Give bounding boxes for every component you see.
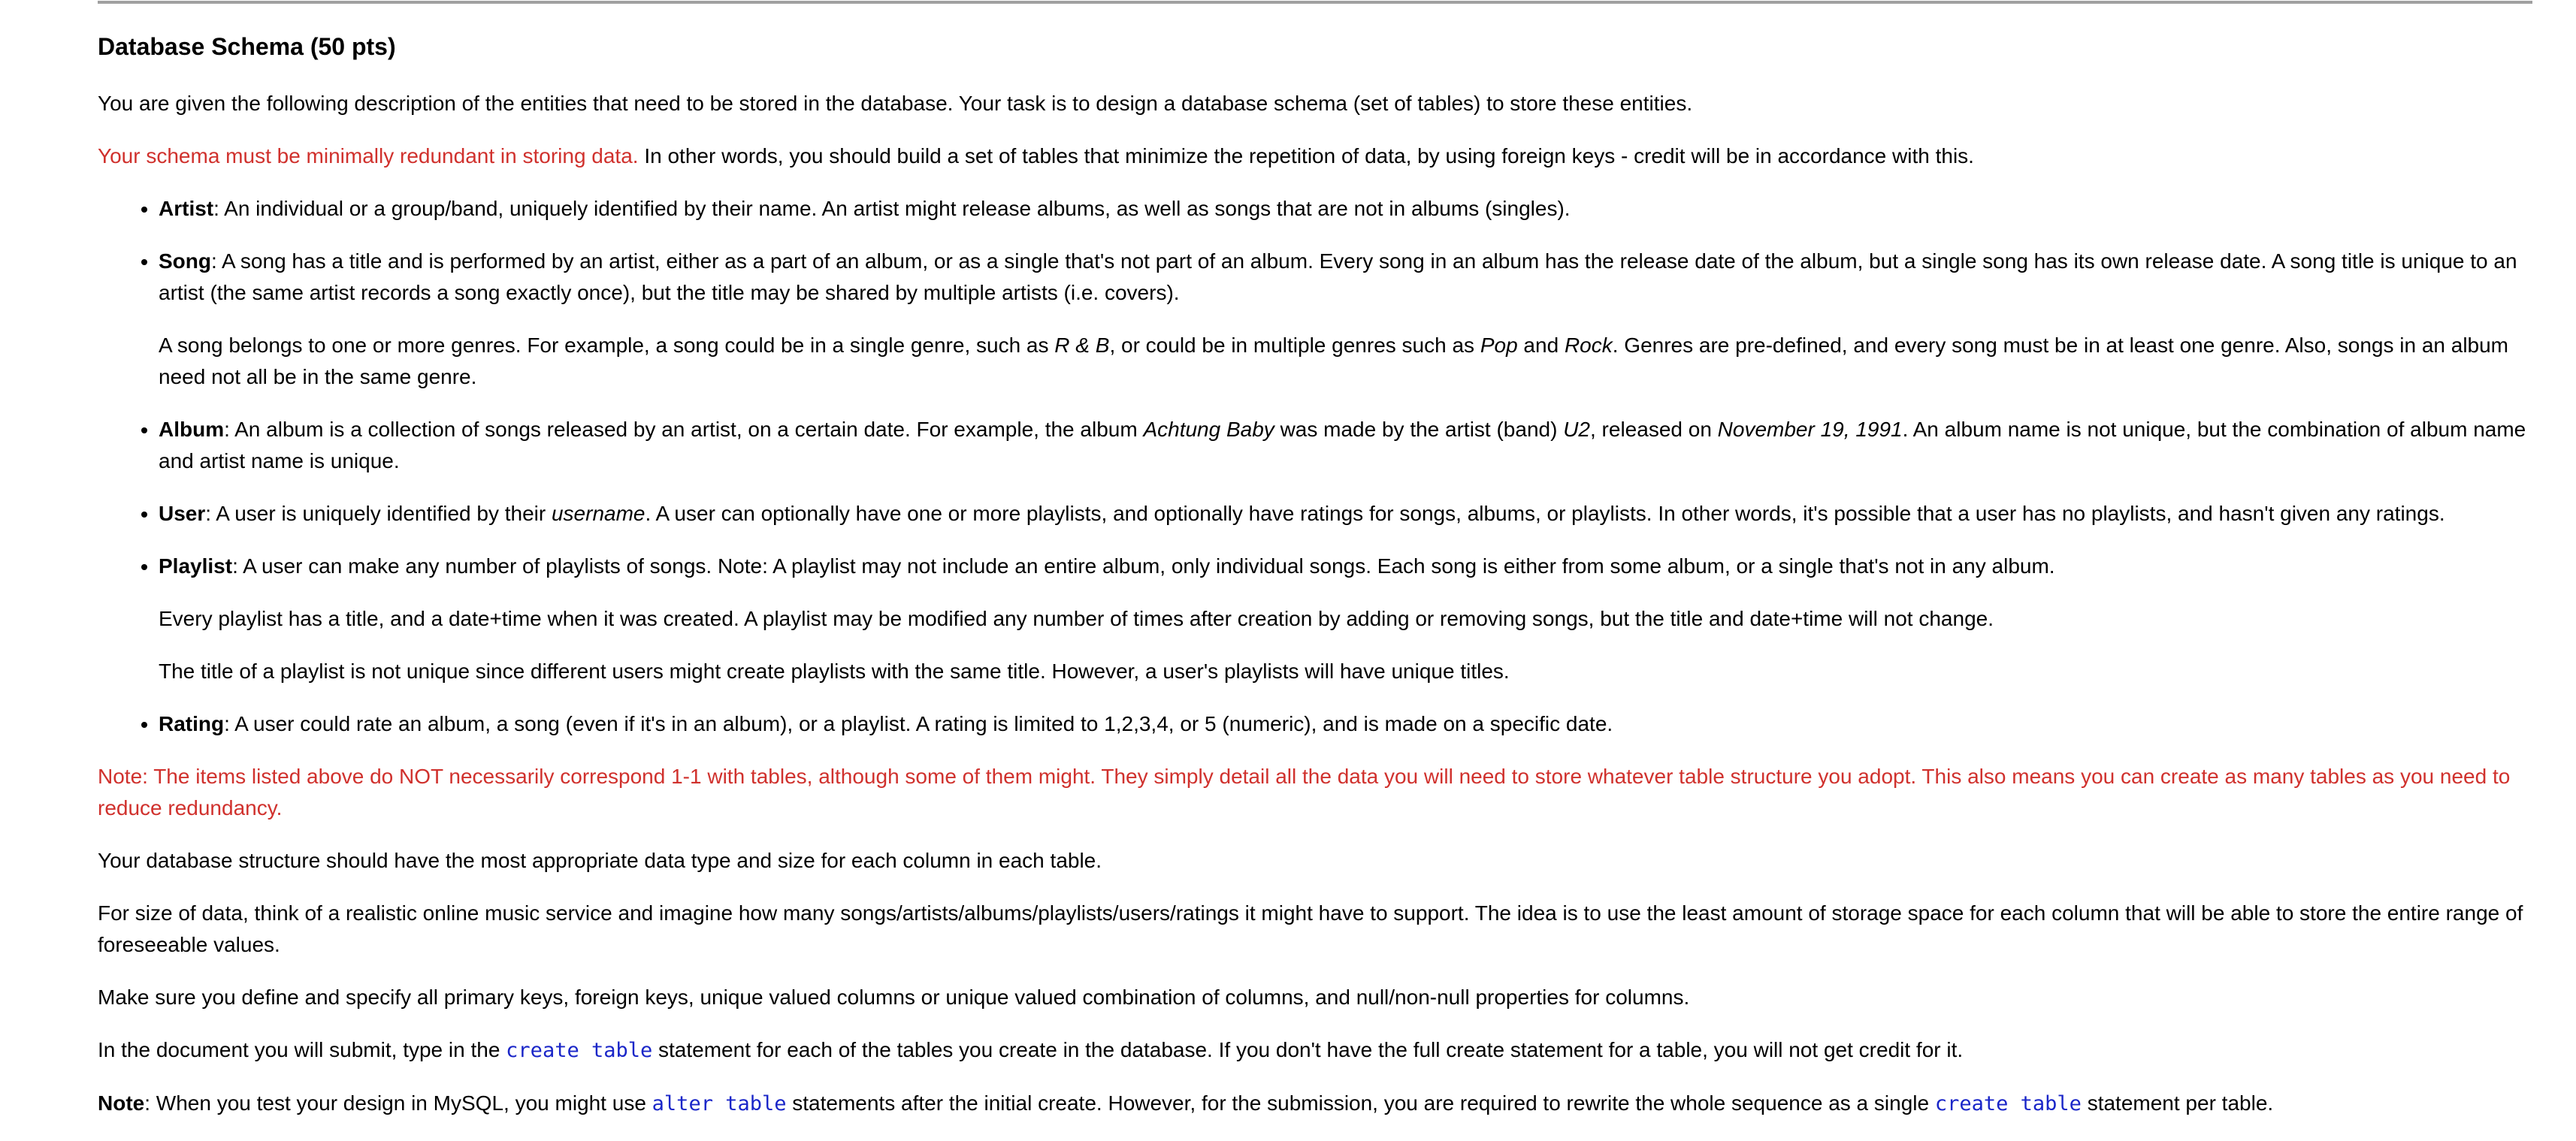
note-paragraph: Note: The items listed above do NOT necessarily correspond 1-1 with tables, although some of them might. They simply detail all the data you will need to store whatever table structure you adopt. This also means you can create as many tables as you need to reduce redundancy.: [98, 765, 2511, 820]
list-item-artist: [159, 193, 2540, 225]
text: U2: [1563, 418, 1590, 441]
text: . An album name is not unique, but the combination of album name and artist name is unique.: [159, 418, 2526, 472]
text: Note: [98, 1091, 145, 1115]
code-alter-table: alter table: [652, 1092, 787, 1115]
text: , or could be in multiple genres such as: [1109, 334, 1480, 357]
list-item-user: [159, 498, 2540, 530]
text: User: [159, 502, 206, 525]
text: was made by the artist (band): [1274, 418, 1564, 441]
text: : A user can make any number of playlists of songs. Note: A playlist may not include an entire album, only individual songs. Each song is either from some album, or a single that's not in any album.: [232, 554, 2055, 578]
divider: [98, 1, 2532, 4]
redundancy-warning: Your schema must be minimally redundant in storing data.: [98, 144, 639, 168]
text: Rating: [159, 712, 225, 735]
text: The title of a playlist is not unique since different users might create playlists with the same title. However, a user's playlists will have unique titles.: [159, 660, 1510, 683]
text: . A user can optionally have one or more playlists, and optionally have ratings for songs, albums, or playlists. In other words, it's possible that a user has no playlists, and hasn't given any ratings.: [645, 502, 2445, 525]
page-title: Database Schema (50 pts): [98, 33, 396, 60]
text: statements after the initial create. However, for the submission, you are required to rewrite the whole sequence as a single: [786, 1091, 1935, 1115]
text: and: [1517, 334, 1565, 357]
text: In other words, you should build a set of tables that minimize the repetition of data, by using foreign keys - credit will be in accordance with this.: [638, 144, 1974, 168]
list-item-playlist: [159, 551, 2540, 687]
intro-paragraph: You are given the following description of the entities that need to be stored in the database. Your task is to design a database schema (set of tables) to store these entities.: [98, 92, 1693, 115]
document: [98, 0, 2540, 1141]
text: Song: [159, 249, 211, 273]
text: statement per table.: [2081, 1091, 2274, 1115]
text: November 19, 1991: [1717, 418, 1903, 441]
submit-paragraph: [98, 1034, 2540, 1067]
text: : An individual or a group/band, uniquely identified by their name. An artist might release albums, as well as songs that are not in albums (singles).: [213, 197, 1571, 220]
datatype-paragraph: Your database structure should have the most appropriate data type and size for each column in each table.: [98, 849, 1102, 872]
text: A song belongs to one or more genres. For example, a song could be in a single genre, such as: [159, 334, 1055, 357]
redundancy-paragraph: [98, 140, 2540, 172]
text: Rock: [1564, 334, 1613, 357]
text: : When you test your design in MySQL, you might use: [144, 1091, 652, 1115]
code-create-table: create table: [506, 1039, 653, 1062]
text: : A user is uniquely identified by their: [205, 502, 552, 525]
text: Artist: [159, 197, 214, 220]
list-item-album: [159, 414, 2540, 477]
text: Achtung Baby: [1143, 418, 1274, 441]
text: : A user could rate an album, a song (even if it's in an album), or a playlist. A rating is limited to 1,2,3,4, or 5 (numeric), and is made on a specific date.: [224, 712, 1613, 735]
text: username: [551, 502, 646, 525]
text: R & B: [1054, 334, 1110, 357]
list-item-song: [159, 246, 2540, 393]
text: : A song has a title and is performed by an artist, either as a part of an album, or as a single that's not part of an album. Every song in an album has the release date of the album, but a single song has its own release date. A song title is unique to an artist (the same artist records a song exactly once), but the title may be shared by multiple artists (i.e. covers).: [159, 249, 2517, 304]
keys-paragraph: Make sure you define and specify all primary keys, foreign keys, unique valued columns or unique valued combination of columns, and null/non-null properties for columns.: [98, 986, 1690, 1009]
entity-list: [98, 193, 2540, 740]
text: Album: [159, 418, 225, 441]
text: : An album is a collection of songs released by an artist, on a certain date. For example, the album: [224, 418, 1144, 441]
text: statement for each of the tables you create in the database. If you don't have the full create statement for a table, you will not get credit for it.: [652, 1038, 1964, 1061]
text: Pop: [1480, 334, 1518, 357]
text: . Genres are pre-defined, and every song must be in at least one genre. Also, songs in an album need not all be in the same genre.: [159, 334, 2509, 388]
size-paragraph: For size of data, think of a realistic online music service and imagine how many songs/artists/albums/playlists/users/ratings it might have to support. The idea is to use the least amount of storage space for each column that will be able to store the entire range of foreseeable values.: [98, 901, 2523, 956]
text: Every playlist has a title, and a date+time when it was created. A playlist may be modified any number of times after creation by adding or removing songs, but the title and date+time will not change.: [159, 607, 1994, 630]
code-create-table: create table: [1934, 1092, 2082, 1115]
text: In the document you will submit, type in the: [98, 1038, 506, 1061]
list-item-rating: [159, 708, 2540, 740]
final-note-paragraph: [98, 1088, 2540, 1120]
text: , released on: [1590, 418, 1718, 441]
text: Playlist: [159, 554, 233, 578]
